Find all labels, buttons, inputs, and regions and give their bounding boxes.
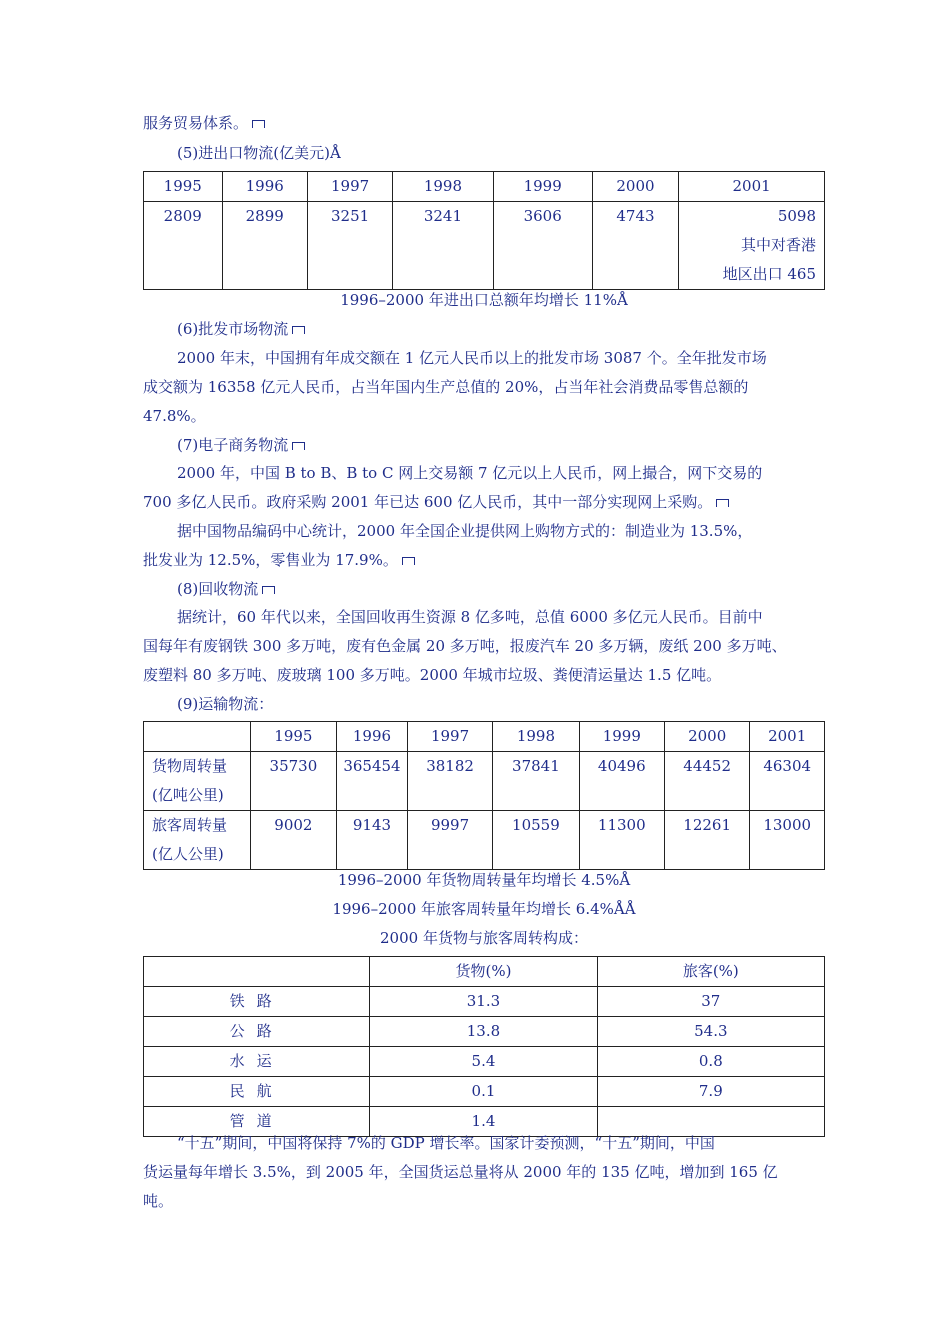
table-header-cell: 2000 bbox=[592, 172, 678, 202]
table-header-cell: 1999 bbox=[493, 172, 592, 202]
table-cell: 13000 bbox=[750, 811, 825, 870]
table-header-cell: 1999 bbox=[579, 722, 664, 752]
table-header-cell: 2001 bbox=[679, 172, 825, 202]
section-5-heading: (5)进出口物流(亿美元)Å bbox=[177, 144, 341, 162]
paragraph-line: 批发业为 12.5%，零售业为 17.9%。 bbox=[143, 550, 415, 570]
row-label: 水运 bbox=[144, 1047, 370, 1077]
table-cell: 2809 bbox=[144, 202, 223, 290]
table-cell: 12261 bbox=[664, 811, 749, 870]
table-cell: 3606 bbox=[493, 202, 592, 290]
table-header-cell: 1998 bbox=[493, 722, 579, 752]
table-cell: 46304 bbox=[750, 752, 825, 811]
table-cell bbox=[597, 1107, 824, 1137]
table-caption: 1996–2000 年货物周转量年均增长 4.5%Å bbox=[337, 871, 631, 889]
table-header-cell: 1996 bbox=[337, 722, 408, 752]
table-cell: 7.9 bbox=[597, 1077, 824, 1107]
table-cell: 365454 bbox=[337, 752, 408, 811]
section-6-heading: (6)批发市场物流 bbox=[177, 319, 305, 339]
table-header-cell: 1995 bbox=[144, 172, 223, 202]
composition-table bbox=[143, 956, 825, 1137]
table-cell: 9002 bbox=[250, 811, 336, 870]
paragraph-line: “十五”期间，中国将保持 7%的 GDP 增长率。国家计委预测，“十五”期间，中国 bbox=[177, 1134, 715, 1152]
transport-table bbox=[143, 721, 825, 870]
table-header-cell: 1995 bbox=[250, 722, 336, 752]
paragraph-mark-icon bbox=[402, 557, 415, 565]
paragraph-line: 据统计，60 年代以来，全国回收再生资源 8 亿多吨，总值 6000 多亿元人民币。目前中 bbox=[177, 608, 763, 626]
table-header-cell: 货物(%) bbox=[370, 957, 597, 987]
row-label: 公路 bbox=[144, 1017, 370, 1047]
table-cell: 13.8 bbox=[370, 1017, 597, 1047]
table-header-cell: 2000 bbox=[664, 722, 749, 752]
table-cell-2001: 5098 其中对香港 地区出口 465 bbox=[679, 202, 825, 290]
table-cell: 54.3 bbox=[597, 1017, 824, 1047]
table-cell: 40496 bbox=[579, 752, 664, 811]
table-cell: 10559 bbox=[493, 811, 579, 870]
paragraph-line: 700 多亿人民币。政府采购 2001 年已达 600 亿人民币，其中一部分实现网上采购。 bbox=[143, 492, 729, 512]
table-cell: 9997 bbox=[407, 811, 492, 870]
table-cell: 2899 bbox=[222, 202, 307, 290]
table-header-cell bbox=[144, 957, 370, 987]
paragraph-line: 2000 年末，中国拥有年成交额在 1 亿元人民币以上的批发市场 3087 个。全年批发市场 bbox=[177, 349, 767, 367]
table-cell: 3241 bbox=[393, 202, 493, 290]
paragraph-mark-icon bbox=[252, 120, 265, 128]
table-cell: 0.8 bbox=[597, 1047, 824, 1077]
table-header-cell: 1998 bbox=[393, 172, 493, 202]
table-header-cell: 1996 bbox=[222, 172, 307, 202]
table-caption: 1996–2000 年进出口总额年均增长 11%Å bbox=[340, 291, 628, 309]
table-cell: 4743 bbox=[592, 202, 678, 290]
table-header-cell bbox=[144, 722, 251, 752]
paragraph-line: 47.8%。 bbox=[143, 407, 206, 425]
table-caption: 2000 年货物与旅客周转构成： bbox=[380, 929, 588, 947]
table-cell: 11300 bbox=[579, 811, 664, 870]
row-label: 铁路 bbox=[144, 987, 370, 1017]
table-cell: 5.4 bbox=[370, 1047, 597, 1077]
table-header-cell: 旅客(%) bbox=[597, 957, 824, 987]
table-cell: 0.1 bbox=[370, 1077, 597, 1107]
table-cell: 44452 bbox=[664, 752, 749, 811]
paragraph-mark-icon bbox=[262, 586, 275, 594]
table-caption: 1996–2000 年旅客周转量年均增长 6.4%ÅÅ bbox=[332, 900, 636, 918]
paragraph-mark-icon bbox=[292, 326, 305, 334]
row-label: 管道 bbox=[144, 1107, 370, 1137]
paragraph-intro-end: 服务贸易体系。 bbox=[143, 113, 265, 133]
table-cell: 9143 bbox=[337, 811, 408, 870]
section-8-heading: (8)回收物流 bbox=[177, 579, 275, 599]
row-label: 民航 bbox=[144, 1077, 370, 1107]
paragraph-line: 吨。 bbox=[143, 1192, 174, 1210]
paragraph-line: 国每年有废钢铁 300 多万吨，废有色金属 20 多万吨，报废汽车 20 多万辆，废纸 200 多万吨、 bbox=[143, 637, 787, 655]
paragraph-mark-icon bbox=[292, 442, 305, 450]
section-9-heading: (9)运输物流： bbox=[177, 695, 274, 713]
paragraph-line: 废塑料 80 多万吨、废玻璃 100 多万吨。2000 年城市垃圾、粪便清运量达 1.5 亿吨。 bbox=[143, 666, 722, 684]
table-header-cell: 2001 bbox=[750, 722, 825, 752]
import-export-table bbox=[143, 171, 825, 290]
table-header-cell: 1997 bbox=[307, 172, 392, 202]
paragraph-line: 成交额为 16358 亿元人民币，占当年国内生产总值的 20%，占当年社会消费品零售总额的 bbox=[143, 378, 749, 396]
row-label-freight: 货物周转量 (亿吨公里) bbox=[144, 752, 251, 811]
table-cell: 31.3 bbox=[370, 987, 597, 1017]
table-header-cell: 1997 bbox=[407, 722, 492, 752]
paragraph-mark-icon bbox=[716, 499, 729, 507]
table-cell: 37841 bbox=[493, 752, 579, 811]
row-label-passenger: 旅客周转量 (亿人公里) bbox=[144, 811, 251, 870]
table-cell: 35730 bbox=[250, 752, 336, 811]
table-cell: 37 bbox=[597, 987, 824, 1017]
paragraph-line: 2000 年，中国 B to B、B to C 网上交易额 7 亿元以上人民币，网上撮合，网下交易的 bbox=[177, 464, 763, 482]
table-cell: 38182 bbox=[407, 752, 492, 811]
table-cell: 3251 bbox=[307, 202, 392, 290]
section-7-heading: (7)电子商务物流 bbox=[177, 435, 305, 455]
table-cell: 1.4 bbox=[370, 1107, 597, 1137]
paragraph-line: 货运量每年增长 3.5%，到 2005 年，全国货运总量将从 2000 年的 135 亿吨，增加到 165 亿 bbox=[143, 1163, 778, 1181]
paragraph-line: 据中国物品编码中心统计，2000 年全国企业提供网上购物方式的：制造业为 13.5%， bbox=[177, 522, 753, 540]
